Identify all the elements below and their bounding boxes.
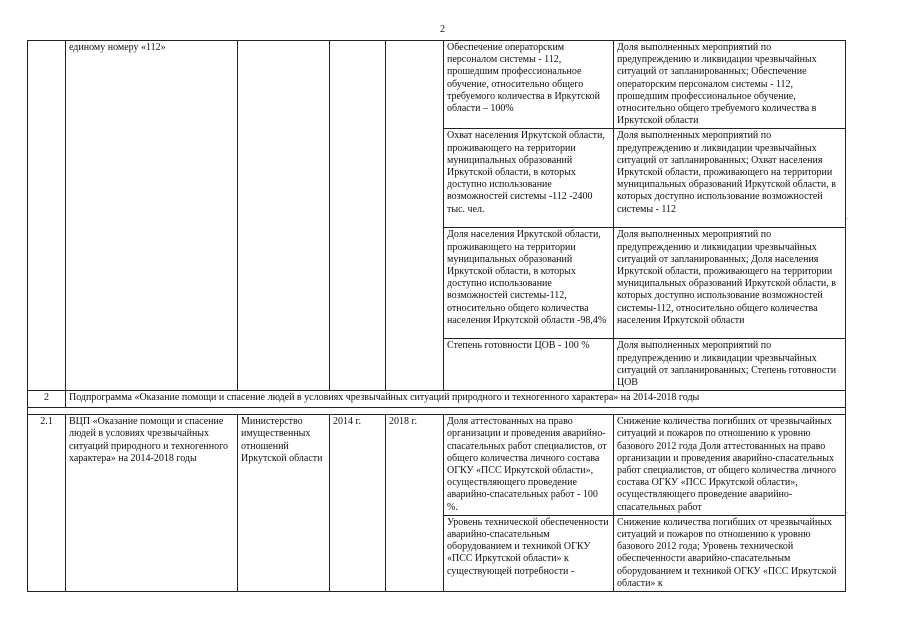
program-name-cell: ВЦП «Оказание помощи и спасение людей в условиях чрезвычайных ситуаций природного и техногенного характера» на 2014-2018 годы <box>66 415 238 592</box>
result-cell: Доля выполненных мероприятий по предупреждению и ликвидации чрезвычайных ситуаций от запланированных; Охват населения Иркутской области, проживающего на территории муниципальных образований Иркутской области, в которых доступно использование возможностей системы - 112 <box>614 129 846 228</box>
page-number: 2 <box>440 24 445 35</box>
result-cell: Доля выполненных мероприятий по предупреждению и ликвидации чрезвычайных ситуаций от запланированных; Степень готовности ЦОВ <box>614 339 846 391</box>
indicator-cell: Доля населения Иркутской области, проживающего на территории муниципальных образований Иркутской области, в которых доступно использование возможностей системы-112, относительно общего количества населения Иркутской области -98,4% <box>444 228 614 339</box>
end-year-cell: 2018 г. <box>386 415 444 592</box>
result-cell: Доля выполненных мероприятий по предупреждению и ликвидации чрезвычайных ситуаций от запланированных; Доля населения Иркутской области, проживающего на территории муниципальных образований Иркутской области, в которых доступно использование возможностей системы-112, относительно общего количества населения Иркутской области <box>614 228 846 339</box>
table-row <box>28 41 846 129</box>
margin-mark: . <box>846 506 848 515</box>
start-year-cell: 2014 г. <box>330 415 386 592</box>
result-cell: Снижение количества погибших от чрезвычайных ситуаций и пожаров по отношению к уровню базового 2012 года Доля аттестованных на право организации и проведения аварийно-спасательных работ специалистов, от общего количества личного состава ОГКУ «ПСС Иркутской области», осуществляющего проведение аварийно-спасательных работ <box>614 415 846 516</box>
margin-mark: . <box>846 212 848 221</box>
spacer-cell <box>28 408 846 415</box>
end-year-cell <box>386 41 444 391</box>
row-number-cell <box>28 41 66 391</box>
table-row <box>28 415 846 516</box>
program-name-cell: единому номеру «112» <box>66 41 238 391</box>
result-cell: Снижение количества погибших от чрезвычайных ситуаций и пожаров по отношению к уровню базового 2012 года; Уровень технической обеспеченности аварийно-спасательным оборудованием и техникой ОГКУ «ПСС Иркутской области» к <box>614 515 846 591</box>
start-year-cell <box>330 41 386 391</box>
indicator-cell: Уровень технической обеспеченности аварийно-спасательным оборудованием и техникой ОГКУ «ПСС Иркутской области» к существующей потребности - <box>444 515 614 591</box>
program-table <box>27 40 846 592</box>
executor-cell: Министерство имущественных отношений Иркутской области <box>238 415 330 592</box>
indicator-cell: Охват населения Иркутской области, проживающего на территории муниципальных образований Иркутской области, в которых доступно использование возможностей системы -112 -2400 тыс. чел. <box>444 129 614 228</box>
result-cell: Доля выполненных мероприятий по предупреждению и ликвидации чрезвычайных ситуаций от запланированных; Обеспечение операторским персоналом системы - 112, прошедшим профессиональное обучение, относительно общего требуемого количества в Иркутской области <box>614 41 846 129</box>
subprogram-row <box>28 391 846 408</box>
spacer-row <box>28 408 846 415</box>
row-number-cell: 2.1 <box>28 415 66 592</box>
subprogram-title: Подпрограмма «Оказание помощи и спасение людей в условиях чрезвычайных ситуаций природного и техногенного характера» на 2014-2018 годы <box>66 391 846 408</box>
indicator-cell: Доля аттестованных на право организации и проведения аварийно-спасательных работ специалистов, от общего количества личного состава ОГКУ «ПСС Иркутской области», осуществляющего проведение аварийно-спасательных работ - 100 %. <box>444 415 614 516</box>
indicator-cell: Обеспечение операторским персоналом системы - 112, прошедшим профессиональное обучение, относительно общего требуемого количества в Иркутской области – 100% <box>444 41 614 129</box>
executor-cell <box>238 41 330 391</box>
subprogram-number: 2 <box>28 391 66 408</box>
indicator-cell: Степень готовности ЦОВ - 100 % <box>444 339 614 391</box>
